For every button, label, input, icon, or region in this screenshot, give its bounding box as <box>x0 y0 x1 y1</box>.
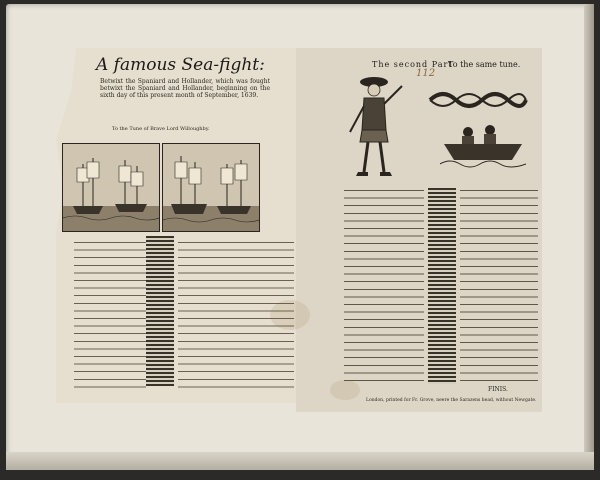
tune-note: To the same tune. <box>448 60 521 69</box>
stain-mark <box>330 380 360 400</box>
handwritten-number: 112 <box>416 68 436 79</box>
ornament-border <box>146 236 174 386</box>
ballad-text-column <box>74 238 146 388</box>
ships-illustration <box>63 144 159 231</box>
ship-woodcut-left <box>62 143 160 232</box>
finis-label: FINIS. <box>488 386 508 393</box>
boat-woodcut <box>440 114 526 170</box>
ships-illustration <box>163 144 259 231</box>
soldier-figure-illustration <box>344 72 408 182</box>
ballad-text-column <box>178 238 294 388</box>
scroll-ornament-illustration <box>428 88 528 112</box>
ornament-border <box>428 188 456 384</box>
page-title: A famous Sea-fight: <box>96 55 265 75</box>
album-spine <box>584 4 594 470</box>
album-bottom-edge <box>6 452 594 470</box>
tune-note: To the Tune of Brave Lord Willoughby. <box>112 126 210 132</box>
printer-imprint: London, printed for Fr. Grove, neere the Sarazens head, without Newgate. <box>366 398 537 403</box>
ornament-scroll <box>428 88 528 112</box>
ballad-text-column <box>344 186 424 382</box>
second-part-heading: The second Part <box>372 60 453 69</box>
ballad-subtitle: Betwixt the Spaniard and Hollander, which was fought betwixt the Spaniard and Hollander, beginning on the sixth day of this present month of September, 1639. <box>100 78 270 99</box>
ballad-text-column <box>460 186 538 382</box>
boat-illustration <box>440 114 526 170</box>
ship-woodcut-right <box>162 143 260 232</box>
soldier-woodcut <box>344 72 408 182</box>
